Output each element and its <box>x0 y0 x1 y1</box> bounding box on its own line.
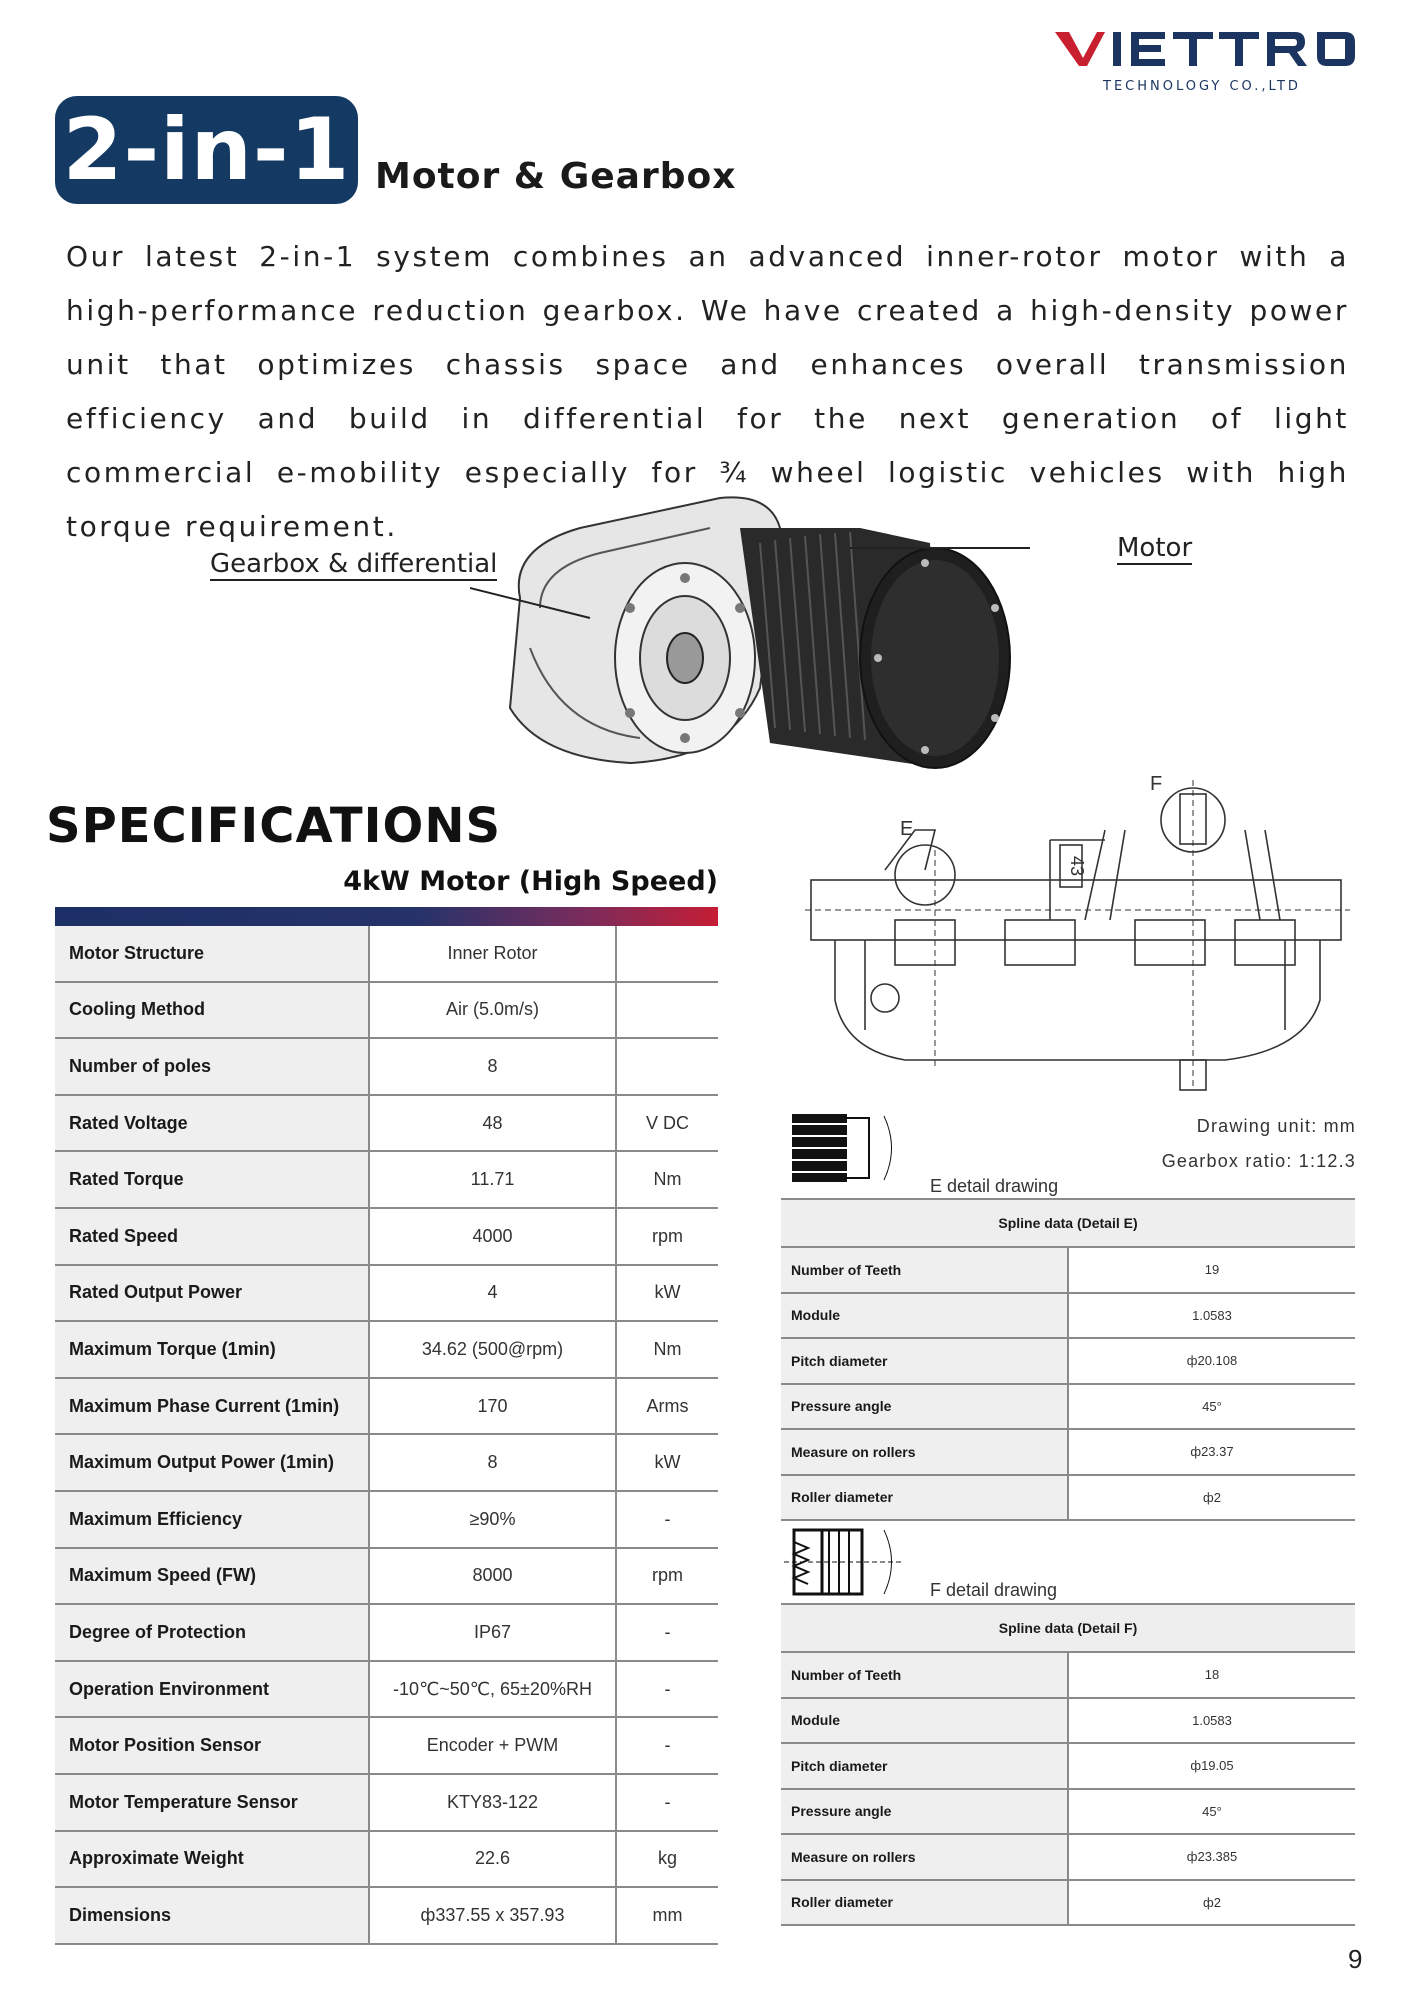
spline-row <box>781 1834 1355 1880</box>
spec-row <box>55 1265 718 1322</box>
spec-row <box>55 1604 718 1661</box>
spline-value: ф23.37 <box>1068 1429 1355 1475</box>
logo-wordmark-graphic <box>1055 28 1365 68</box>
e-detail-caption: E detail drawing <box>930 1176 1059 1196</box>
spec-row <box>55 1887 718 1944</box>
spline-label: Measure on rollers <box>781 1429 1068 1475</box>
spec-row <box>55 1831 718 1888</box>
spline-label: Number of Teeth <box>781 1247 1068 1293</box>
spline-label: Roller diameter <box>781 1475 1068 1521</box>
spec-unit <box>616 982 718 1039</box>
spec-unit: Nm <box>616 1321 718 1378</box>
page-subtitle: Motor & Gearbox <box>375 156 737 197</box>
spline-value: ф2 <box>1068 1880 1355 1926</box>
spline-value: ф19.05 <box>1068 1743 1355 1789</box>
spec-label: Motor Position Sensor <box>55 1717 369 1774</box>
spec-row <box>55 1095 718 1152</box>
spec-unit: kW <box>616 1265 718 1322</box>
spec-label: Degree of Protection <box>55 1604 369 1661</box>
spline-value: ф20.108 <box>1068 1338 1355 1384</box>
spec-label: Operation Environment <box>55 1661 369 1718</box>
gearbox-technical-drawing <box>805 770 1350 1100</box>
spec-label: Rated Output Power <box>55 1265 369 1322</box>
spline-label: Pressure angle <box>781 1789 1068 1835</box>
spline-label: Roller diameter <box>781 1880 1068 1926</box>
spec-unit: - <box>616 1661 718 1718</box>
spec-table-header-bar <box>55 907 718 926</box>
spline-label: Number of Teeth <box>781 1652 1068 1698</box>
spline-label: Measure on rollers <box>781 1834 1068 1880</box>
spec-value: 8 <box>369 1038 616 1095</box>
f-detail-caption: F detail drawing <box>930 1580 1058 1600</box>
spec-value: 4000 <box>369 1208 616 1265</box>
spec-label: Rated Torque <box>55 1151 369 1208</box>
motor-gearbox-illustration <box>470 488 1030 778</box>
spline-value: 1.0583 <box>1068 1698 1355 1744</box>
spline-table-f <box>781 1603 1355 1926</box>
spec-label: Motor Structure <box>55 926 369 982</box>
spline-table-e <box>781 1198 1355 1521</box>
spec-unit: V DC <box>616 1095 718 1152</box>
spec-row <box>55 1548 718 1605</box>
detail-f-marker: F <box>1150 773 1163 795</box>
spec-unit: kg <box>616 1831 718 1888</box>
spec-unit: - <box>616 1604 718 1661</box>
drawing-unit: Drawing unit: mm <box>1196 1116 1356 1136</box>
spline-e-title: Spline data (Detail E) <box>781 1199 1355 1247</box>
spline-f-title: Spline data (Detail F) <box>781 1604 1355 1652</box>
spec-row <box>55 1038 718 1095</box>
specifications-heading: SPECIFICATIONS <box>46 798 502 854</box>
spline-e-detail-drawing <box>784 1108 904 1188</box>
spec-label: Maximum Efficiency <box>55 1491 369 1548</box>
spec-label: Maximum Speed (FW) <box>55 1548 369 1605</box>
gearbox-ratio: Gearbox ratio: 1:12.3 <box>1161 1151 1356 1171</box>
spline-value: 45° <box>1068 1789 1355 1835</box>
spec-row <box>55 1321 718 1378</box>
spec-unit: rpm <box>616 1208 718 1265</box>
spec-row <box>55 1491 718 1548</box>
detail-e-marker: E <box>900 818 914 840</box>
spec-label: Motor Temperature Sensor <box>55 1774 369 1831</box>
spec-value: ≥90% <box>369 1491 616 1548</box>
spline-value: ф23.385 <box>1068 1834 1355 1880</box>
spline-value: 18 <box>1068 1652 1355 1698</box>
spec-unit <box>616 926 718 982</box>
spline-value: 19 <box>1068 1247 1355 1293</box>
spec-value: Inner Rotor <box>369 926 616 982</box>
spec-value: 8000 <box>369 1548 616 1605</box>
spec-unit: rpm <box>616 1548 718 1605</box>
spec-label: Cooling Method <box>55 982 369 1039</box>
spline-row <box>781 1384 1355 1430</box>
title-badge <box>55 96 358 204</box>
spec-value: IP67 <box>369 1604 616 1661</box>
spec-value: 11.71 <box>369 1151 616 1208</box>
spec-label: Maximum Torque (1min) <box>55 1321 369 1378</box>
spec-unit: Arms <box>616 1378 718 1435</box>
gearbox-callout-label: Gearbox & differential <box>210 549 498 579</box>
company-logo <box>1055 28 1375 98</box>
spline-label: Module <box>781 1293 1068 1339</box>
spline-f-detail-drawing <box>784 1522 904 1602</box>
spec-label: Number of poles <box>55 1038 369 1095</box>
spec-row <box>55 1208 718 1265</box>
spline-row <box>781 1880 1355 1926</box>
spec-row <box>55 982 718 1039</box>
spline-row <box>781 1475 1355 1521</box>
spec-unit: kW <box>616 1434 718 1491</box>
spec-value: 48 <box>369 1095 616 1152</box>
spline-row <box>781 1247 1355 1293</box>
spec-row <box>55 926 718 982</box>
spec-value: ф337.55 x 357.93 <box>369 1887 616 1944</box>
spline-row <box>781 1338 1355 1384</box>
spline-row <box>781 1429 1355 1475</box>
spline-value: ф2 <box>1068 1475 1355 1521</box>
spline-row <box>781 1293 1355 1339</box>
spec-row <box>55 1774 718 1831</box>
spec-row <box>55 1717 718 1774</box>
spec-label: Approximate Weight <box>55 1831 369 1888</box>
spline-row <box>781 1743 1355 1789</box>
spline-label: Pitch diameter <box>781 1743 1068 1789</box>
logo-wordmark <box>1055 28 1375 77</box>
spec-row <box>55 1151 718 1208</box>
spec-unit: - <box>616 1774 718 1831</box>
spec-unit: - <box>616 1717 718 1774</box>
spec-value: Air (5.0m/s) <box>369 982 616 1039</box>
intro-paragraph: Our latest 2-in-1 system combines an advanced inner-rotor motor with a high-performance reduction gearbox. We have created a high-density power unit that optimizes chassis space and enhances overall transmission efficiency and build in differential for the next generation of light commercial e-mobility especially for ¾ wheel logistic vehicles with high torque requirement. <box>66 240 1349 543</box>
spec-value: 170 <box>369 1378 616 1435</box>
spline-label: Pitch diameter <box>781 1338 1068 1384</box>
spline-value: 1.0583 <box>1068 1293 1355 1339</box>
spline-value: 45° <box>1068 1384 1355 1430</box>
dimension-label: 43 <box>1067 855 1087 877</box>
spline-row <box>781 1652 1355 1698</box>
spec-value: 8 <box>369 1434 616 1491</box>
spec-row <box>55 1661 718 1718</box>
logo-subtitle: TECHNOLOGY CO.,LTD <box>1103 79 1301 94</box>
spec-table <box>55 926 718 1945</box>
spec-label: Maximum Phase Current (1min) <box>55 1378 369 1435</box>
spec-value: Encoder + PWM <box>369 1717 616 1774</box>
motor-callout-label: Motor <box>1117 533 1193 563</box>
spec-row <box>55 1434 718 1491</box>
spline-row <box>781 1789 1355 1835</box>
spec-unit: - <box>616 1491 718 1548</box>
spec-value: 4 <box>369 1265 616 1322</box>
spec-unit <box>616 1038 718 1095</box>
spline-label: Pressure angle <box>781 1384 1068 1430</box>
spec-value: 22.6 <box>369 1831 616 1888</box>
spec-label: Maximum Output Power (1min) <box>55 1434 369 1491</box>
badge-text: 2-in-1 <box>62 100 351 200</box>
spec-row <box>55 1378 718 1435</box>
spec-label: Rated Voltage <box>55 1095 369 1152</box>
spec-label: Dimensions <box>55 1887 369 1944</box>
spline-row <box>781 1698 1355 1744</box>
spec-unit: mm <box>616 1887 718 1944</box>
spec-value: -10℃~50℃, 65±20%RH <box>369 1661 616 1718</box>
spec-unit: Nm <box>616 1151 718 1208</box>
spline-label: Module <box>781 1698 1068 1744</box>
spec-value: KTY83-122 <box>369 1774 616 1831</box>
spec-table-title: 4kW Motor (High Speed) <box>343 866 718 897</box>
page-number: 9 <box>1348 1944 1363 1974</box>
spec-value: 34.62 (500@rpm) <box>369 1321 616 1378</box>
spec-label: Rated Speed <box>55 1208 369 1265</box>
